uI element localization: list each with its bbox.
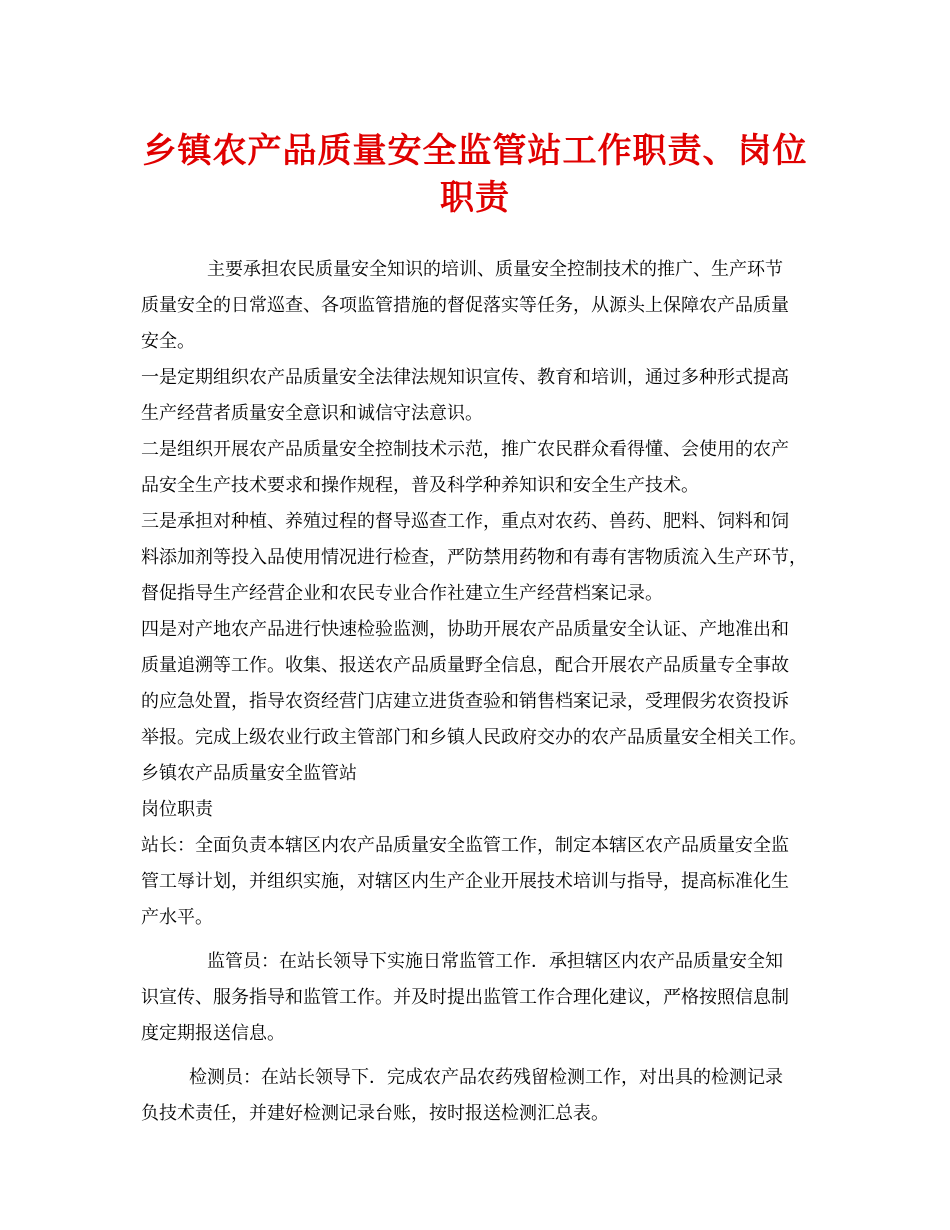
text-line: 安全。 [141,331,195,352]
section-heading: 岗位职责 [141,799,213,820]
text-line: 站长：全面负责本辖区内农产品质量安全监管工作，制定本辖区农产品质量安全监 [141,835,789,856]
org-name: 乡镇农产品质量安全监管站 [141,763,357,784]
text-line: 识宣传、服务指导和监管工作。并及时提出监管工作合理化建议，严格按照信息制 [141,987,789,1008]
text-line: 生产经营者质量安全意识和诚信守法意识。 [141,403,483,424]
text-line: 检测员：在站长领导下．完成农产品农药残留检测工作，对出具的检测记录 [189,1067,783,1088]
text-line: 负技术责任，并建好检测记录台账，按时报送检测汇总表。 [141,1103,609,1124]
text-line: 举报。完成上级农业行政主管部门和乡镇人民政府交办的农产品质量安全相关工作。 [141,727,807,748]
text-line: 一是定期组织农产品质量安全法律法规知识宣传、教育和培训，通过多种形式提高 [141,367,789,388]
text-line: 三是承担对种植、养殖过程的督导巡查工作，重点对农药、兽药、肥料、饲料和饲 [141,511,789,532]
intro-paragraph [141,252,831,360]
paragraph-gap [141,1052,831,1060]
text-line: 产水平。 [141,907,213,928]
document-title-line-2: 职责 [440,178,510,218]
text-line: 质量追溯等工作。收集、报送农产品质量野全信息，配合开展农产品质量专全事故 [141,655,789,676]
text-line: 度定期报送信息。 [141,1023,285,1044]
duty-item-3 [141,504,831,612]
duty-item-4 [141,612,831,756]
text-line: 监管员：在站长领导下实施日常监管工作．承担辖区内农产品质量安全知 [207,951,783,972]
text-line: 主要承担农民质量安全知识的培训、质量安全控制技术的推广、生产环节 [207,259,783,280]
paragraph-gap [141,936,831,944]
duty-item-1 [141,360,831,432]
text-line: 品安全生产技术要求和操作规程，普及科学种养知识和安全生产技术。 [141,475,699,496]
text-line: 质量安全的日常巡查、各项监管措施的督促落实等任务，从源头上保障农产品质量 [141,295,789,316]
text-line: 督促指导生产经营企业和农民专业合作社建立生产经营档案记录。 [141,583,663,604]
supervisor-paragraph [141,944,831,1052]
document-title-line-1: 乡镇农产品质量安全监管站工作职责、岗位 [142,131,808,171]
text-line: 料添加剂等投入品使用情况进行检查，严防禁用药物和有毒有害物质流入生产环节， [141,547,807,568]
station-chief-paragraph [141,828,831,936]
duty-item-2 [141,432,831,504]
document-body [141,252,831,1132]
text-line: 的应急处置，指导农资经营门店建立进货查验和销售档案记录，受理假劣农资投诉 [141,691,789,712]
inspector-paragraph [141,1060,831,1132]
text-line: 管工辱计划，并组织实施，对辖区内生产企业开展技术培训与指导，提高标准化生 [141,871,789,892]
text-line: 四是对产地农产品进行快速检验监测，协助开展农产品质量安全认证、产地准出和 [141,619,789,640]
text-line: 二是组织开展农产品质量安全控制技术示范，推广农民群众看得懂、会使用的农产 [141,439,789,460]
